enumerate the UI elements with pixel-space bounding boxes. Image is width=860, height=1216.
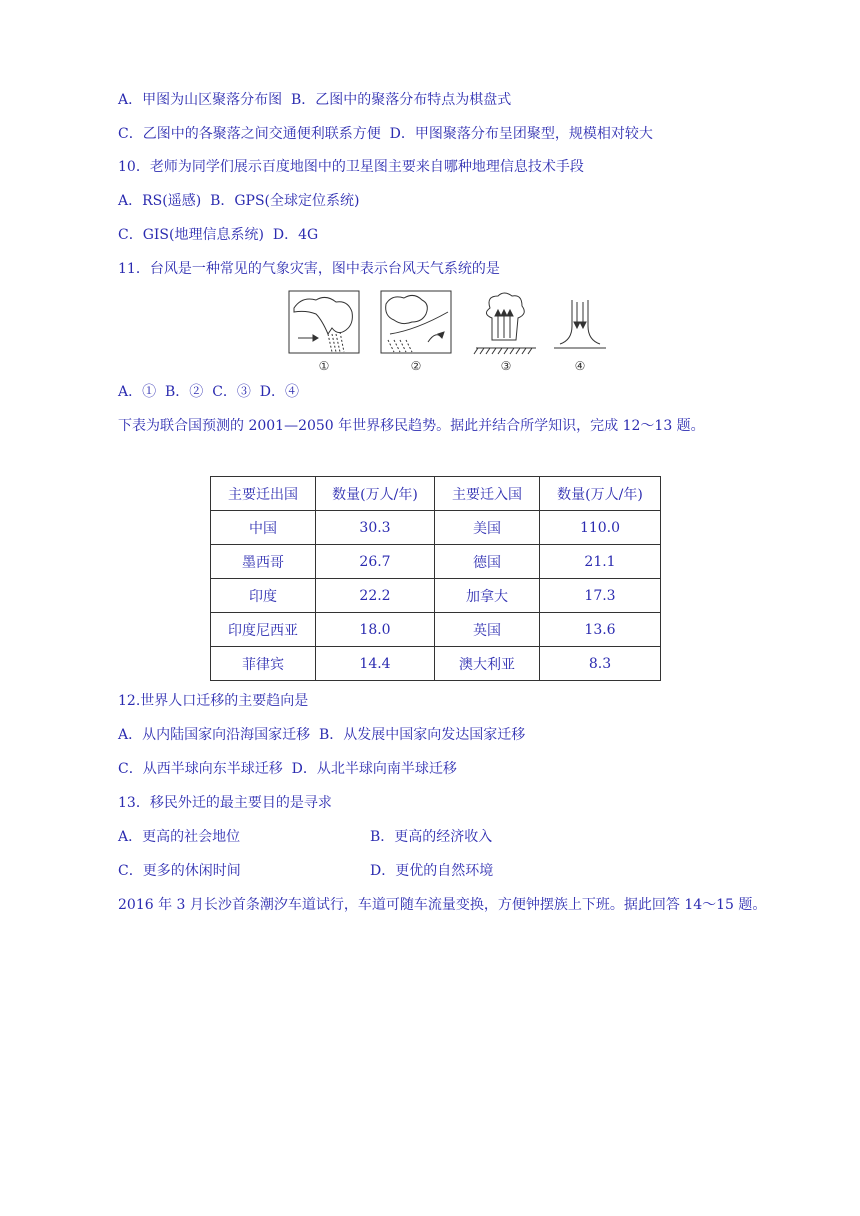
figure-label-3: ③ — [500, 359, 512, 373]
q9-options-line1: A．甲图为山区聚落分布图 B．乙图中的聚落分布特点为棋盘式 — [118, 92, 512, 108]
header-cell: 数量(万人/年) — [540, 477, 661, 511]
table-row — [211, 647, 661, 681]
table-cell: 110.0 — [540, 511, 661, 545]
weather-system-figures — [288, 290, 618, 378]
table-cell: 17.3 — [540, 579, 661, 613]
header-cell: 主要迁入国 — [435, 477, 540, 511]
table-cell: 菲律宾 — [211, 647, 316, 681]
q13-option-a: A．更高的社会地位 — [118, 829, 241, 845]
figure-2-warm-front — [381, 291, 451, 353]
table-intro: 下表为联合国预测的 2001—2050 年世界移民趋势。据此并结合所学知识，完成 12～13 题。 — [118, 418, 705, 434]
q10-options-line1: A．RS(遥感) B．GPS(全球定位系统) — [118, 193, 360, 209]
table-cell: 墨西哥 — [211, 545, 316, 579]
figure-3-convection — [474, 293, 536, 354]
q13-stem: 13．移民外迁的最主要目的是寻求 — [118, 795, 332, 811]
header-cell: 主要迁出国 — [211, 477, 316, 511]
q10-stem: 10．老师为同学们展示百度地图中的卫星图主要来自哪种地理信息技术手段 — [118, 159, 584, 175]
table-cell: 美国 — [435, 511, 540, 545]
table-cell: 加拿大 — [435, 579, 540, 613]
table-row — [211, 579, 661, 613]
figure-label-2: ② — [410, 359, 422, 373]
table-cell: 22.2 — [316, 579, 435, 613]
q9-options-line2: C．乙图中的各聚落之间交通便利联系方便 D．甲图聚落分布呈团聚型，规模相对较大 — [118, 126, 653, 142]
figure-4-descending-air — [554, 300, 606, 348]
table-cell: 30.3 — [316, 511, 435, 545]
q11-options: A．① B．② C．③ D．④ — [118, 384, 300, 400]
table-header-row — [211, 477, 661, 511]
table-row — [211, 511, 661, 545]
table-cell: 中国 — [211, 511, 316, 545]
q13-option-c: C．更多的休闲时间 — [118, 863, 241, 879]
table-cell: 14.4 — [316, 647, 435, 681]
figure-label-4: ④ — [574, 359, 586, 373]
table-cell: 13.6 — [540, 613, 661, 647]
q12-stem: 12.世界人口迁移的主要趋向是 — [118, 693, 309, 709]
table-cell: 印度 — [211, 579, 316, 613]
q10-options-line2: C．GIS(地理信息系统) D．4G — [118, 227, 319, 243]
figure-label-1: ① — [318, 359, 330, 373]
table-cell: 印度尼西亚 — [211, 613, 316, 647]
table-cell: 德国 — [435, 545, 540, 579]
table-cell: 澳大利亚 — [435, 647, 540, 681]
table-cell: 8.3 — [540, 647, 661, 681]
q11-stem: 11．台风是一种常见的气象灾害，图中表示台风天气系统的是 — [118, 261, 500, 277]
intro-14-15: 2016 年 3 月长沙首条潮汐车道试行，车道可随车流量变换，方便钟摆族上下班。据此回答 14～15 题。 — [118, 897, 767, 913]
table-cell: 英国 — [435, 613, 540, 647]
q12-options-line2: C．从西半球向东半球迁移 D．从北半球向南半球迁移 — [118, 761, 457, 777]
table-cell: 21.1 — [540, 545, 661, 579]
figure-1-cold-front — [289, 291, 359, 353]
table-row — [211, 545, 661, 579]
header-cell: 数量(万人/年) — [316, 477, 435, 511]
q12-options-line1: A．从内陆国家向沿海国家迁移 B．从发展中国家向发达国家迁移 — [118, 727, 526, 743]
table-cell: 26.7 — [316, 545, 435, 579]
migration-table — [210, 476, 661, 681]
table-row — [211, 613, 661, 647]
q13-option-d: D．更优的自然环境 — [370, 863, 494, 879]
q13-option-b: B．更高的经济收入 — [370, 829, 493, 845]
table-cell: 18.0 — [316, 613, 435, 647]
